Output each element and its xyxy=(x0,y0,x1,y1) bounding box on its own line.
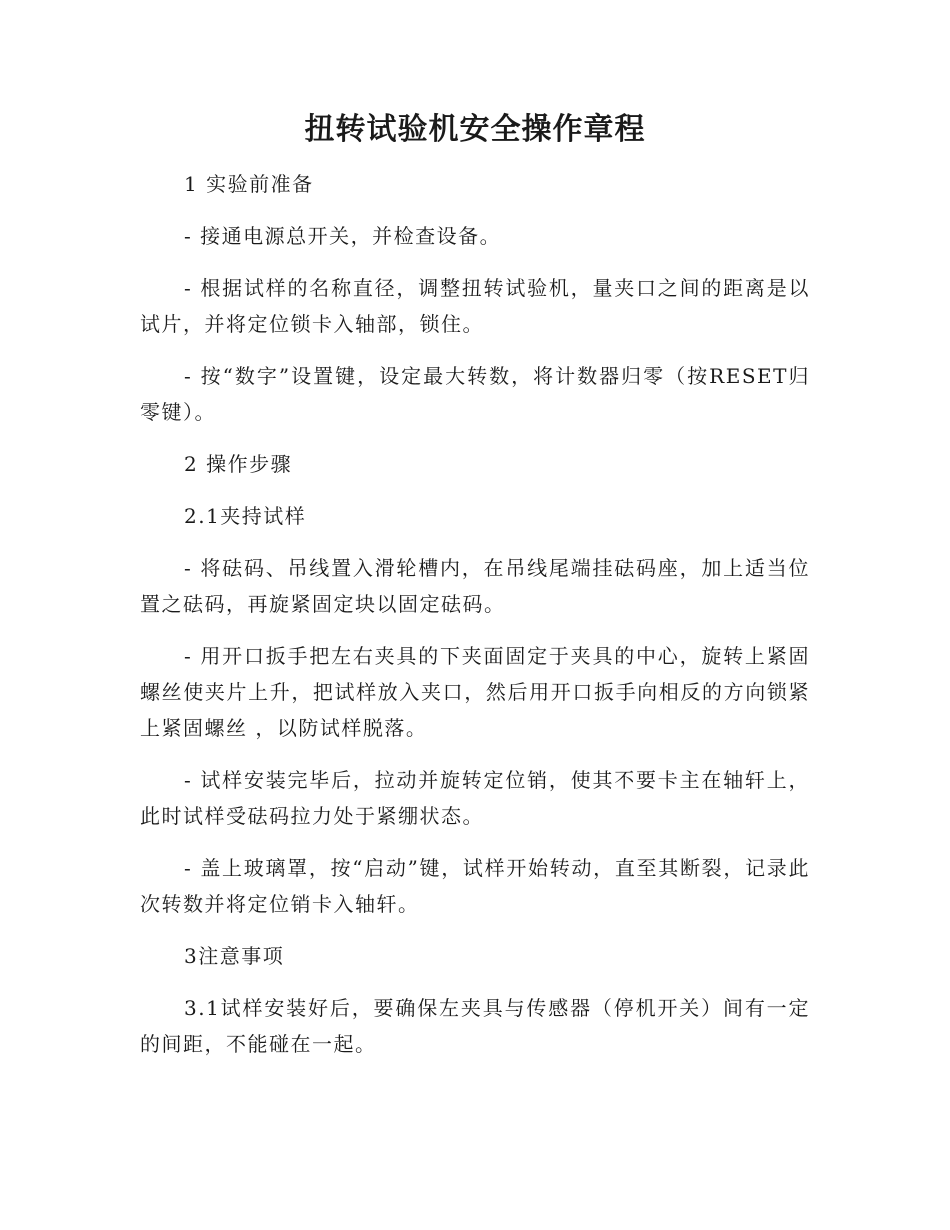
paragraph-start-test: - 盖上玻璃罩，按“启动”键，试样开始转动，直至其断裂，记录此次转数并将定位销卡入轴轩。 xyxy=(140,856,810,916)
subsection-heading-2-1: 2.1夹持试样 xyxy=(184,504,307,528)
paragraph-locating-pin: - 试样安装完毕后，拉动并旋转定位销，使其不要卡主在轴轩上，此时试样受砝码拉力处于紧绷状态。 xyxy=(140,768,810,828)
section-heading-2: 2 操作步骤 xyxy=(184,452,293,476)
paragraph-note-3-1: 3.1试样安装好后，要确保左夹具与传感器（停机开关）间有一定的间距，不能碰在一起。 xyxy=(140,996,810,1056)
paragraph-weights: - 将砝码、吊线置入滑轮槽内，在吊线尾端挂砝码座，加上适当位置之砝码，再旋紧固定块以固定砝码。 xyxy=(140,556,810,616)
paragraph-power-on: - 接通电源总开关，并检查设备。 xyxy=(184,224,502,248)
section-heading-3: 3注意事项 xyxy=(184,944,285,968)
section-heading-1: 1 实验前准备 xyxy=(184,172,314,196)
paragraph-set-turns: - 按“数字”设置键，设定最大转数，将计数器归零（按RESET归零键）。 xyxy=(140,364,810,424)
paragraph-clamp-specimen: - 用开口扳手把左右夹具的下夹面固定于夹具的中心，旋转上紧固螺丝使夹片上升，把试样放入夹口，然后用开口扳手向相反的方向锁紧上紧固螺丝 ，以防试样脱落。 xyxy=(140,644,810,740)
paragraph-adjust-machine: - 根据试样的名称直径，调整扭转试验机，量夹口之间的距离是以试片，并将定位锁卡入轴部，锁住。 xyxy=(140,276,810,336)
document-body xyxy=(140,166,810,1078)
document-title: 扭转试验机安全操作章程 xyxy=(304,112,646,147)
